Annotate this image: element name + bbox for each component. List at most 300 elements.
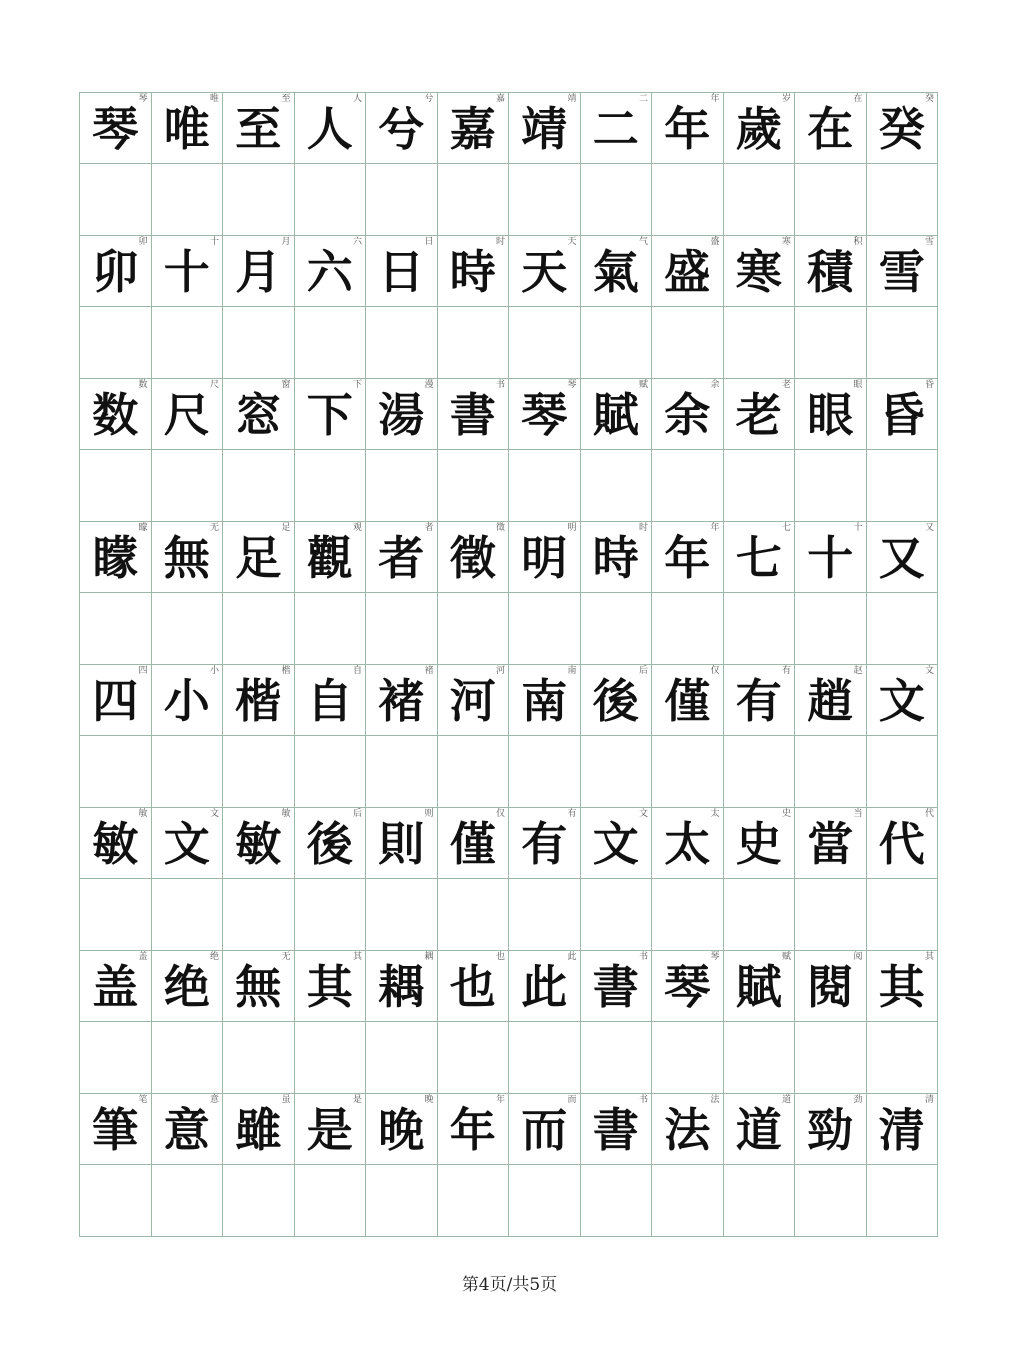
simplified-hint: 无 — [281, 952, 291, 962]
calligraphy-character: 此 — [521, 960, 568, 1014]
practice-cell — [652, 1165, 724, 1237]
practice-cell — [652, 450, 724, 522]
character-cell — [795, 808, 867, 879]
practice-cell — [581, 593, 653, 665]
calligraphy-character: 嘉 — [449, 102, 496, 156]
practice-row — [80, 1165, 938, 1237]
simplified-hint: 寒 — [781, 237, 791, 247]
character-cell — [581, 665, 653, 736]
character-cell — [295, 951, 367, 1022]
simplified-hint: 自 — [352, 666, 362, 676]
practice-cell — [795, 164, 867, 236]
practice-cell — [652, 307, 724, 379]
calligraphy-character: 積 — [807, 245, 854, 299]
character-cell — [438, 665, 510, 736]
practice-cell — [438, 879, 510, 951]
simplified-hint: 昏 — [924, 380, 934, 390]
simplified-hint: 耦 — [424, 952, 434, 962]
character-row — [80, 808, 938, 879]
practice-cell — [366, 307, 438, 379]
practice-cell — [581, 1022, 653, 1094]
calligraphy-character: 意 — [163, 1103, 210, 1157]
simplified-hint: 书 — [495, 380, 505, 390]
calligraphy-character: 其 — [878, 960, 925, 1014]
calligraphy-character: 四 — [92, 674, 139, 728]
practice-cell — [867, 1165, 939, 1237]
character-cell — [366, 665, 438, 736]
character-cell — [509, 379, 581, 450]
calligraphy-character: 賦 — [735, 960, 782, 1014]
simplified-hint: 眼 — [853, 380, 863, 390]
simplified-hint: 琴 — [710, 952, 720, 962]
character-cell — [652, 1094, 724, 1165]
simplified-hint: 卯 — [138, 237, 148, 247]
character-cell — [509, 1094, 581, 1165]
calligraphy-character: 盖 — [92, 960, 139, 1014]
character-cell — [867, 808, 939, 879]
simplified-hint: 七 — [781, 523, 791, 533]
character-cell — [152, 808, 224, 879]
calligraphy-character: 文 — [592, 817, 639, 871]
character-cell — [152, 236, 224, 307]
simplified-hint: 阅 — [853, 952, 863, 962]
calligraphy-character: 靖 — [521, 102, 568, 156]
character-cell — [724, 665, 796, 736]
practice-cell — [867, 879, 939, 951]
simplified-hint: 无 — [209, 523, 219, 533]
simplified-hint: 气 — [638, 237, 648, 247]
practice-row — [80, 307, 938, 379]
calligraphy-character: 是 — [306, 1103, 353, 1157]
practice-cell — [223, 450, 295, 522]
character-cell — [366, 93, 438, 164]
character-cell — [80, 1094, 152, 1165]
practice-cell — [867, 307, 939, 379]
calligraphy-character: 南 — [521, 674, 568, 728]
practice-cell — [295, 593, 367, 665]
practice-cell — [652, 736, 724, 808]
practice-row — [80, 736, 938, 808]
calligraphy-character: 有 — [735, 674, 782, 728]
calligraphy-character: 勁 — [807, 1103, 854, 1157]
simplified-hint: 漫 — [424, 380, 434, 390]
simplified-hint: 在 — [853, 94, 863, 104]
character-cell — [509, 808, 581, 879]
practice-cell — [581, 307, 653, 379]
practice-cell — [509, 164, 581, 236]
calligraphy-character: 無 — [235, 960, 282, 1014]
simplified-hint: 观 — [352, 523, 362, 533]
simplified-hint: 敏 — [281, 809, 291, 819]
practice-row — [80, 593, 938, 665]
practice-cell — [509, 450, 581, 522]
character-cell — [652, 379, 724, 450]
practice-cell — [724, 879, 796, 951]
simplified-hint: 唯 — [209, 94, 219, 104]
character-cell — [581, 1094, 653, 1165]
character-cell — [295, 808, 367, 879]
character-cell — [652, 808, 724, 879]
simplified-hint: 六 — [352, 237, 362, 247]
character-cell — [80, 522, 152, 593]
character-cell — [223, 665, 295, 736]
calligraphy-character: 者 — [378, 531, 425, 585]
character-cell — [438, 522, 510, 593]
practice-cell — [724, 307, 796, 379]
calligraphy-character: 年 — [449, 1103, 496, 1157]
calligraphy-character: 晚 — [378, 1103, 425, 1157]
character-cell — [295, 93, 367, 164]
simplified-hint: 余 — [710, 380, 720, 390]
character-cell — [795, 951, 867, 1022]
practice-cell — [652, 593, 724, 665]
calligraphy-character: 自 — [306, 674, 353, 728]
calligraphy-character: 也 — [449, 960, 496, 1014]
calligraphy-character: 則 — [378, 817, 425, 871]
practice-cell — [581, 1165, 653, 1237]
practice-cell — [438, 736, 510, 808]
calligraphy-character: 河 — [449, 674, 496, 728]
practice-cell — [152, 736, 224, 808]
practice-row — [80, 1022, 938, 1094]
simplified-hint: 其 — [924, 952, 934, 962]
practice-cell — [366, 593, 438, 665]
calligraphy-character: 余 — [664, 388, 711, 442]
character-cell — [223, 951, 295, 1022]
character-cell — [152, 1094, 224, 1165]
practice-cell — [509, 879, 581, 951]
character-cell — [223, 808, 295, 879]
calligraphy-character: 湯 — [378, 388, 425, 442]
character-cell — [652, 93, 724, 164]
simplified-hint: 二 — [638, 94, 648, 104]
practice-cell — [80, 593, 152, 665]
simplified-hint: 虽 — [281, 1095, 291, 1105]
simplified-hint: 绝 — [209, 952, 219, 962]
calligraphy-character: 琴 — [521, 388, 568, 442]
calligraphy-character: 敏 — [92, 817, 139, 871]
practice-row — [80, 879, 938, 951]
practice-grid-sheet — [79, 92, 938, 1237]
practice-cell — [152, 1165, 224, 1237]
simplified-hint: 积 — [853, 237, 863, 247]
simplified-hint: 劲 — [853, 1095, 863, 1105]
character-cell — [724, 1094, 796, 1165]
practice-cell — [581, 736, 653, 808]
practice-cell — [438, 450, 510, 522]
calligraphy-character: 琴 — [664, 960, 711, 1014]
calligraphy-character: 人 — [306, 102, 353, 156]
simplified-hint: 太 — [710, 809, 720, 819]
practice-cell — [366, 164, 438, 236]
character-cell — [581, 951, 653, 1022]
practice-cell — [80, 450, 152, 522]
character-cell — [80, 93, 152, 164]
calligraphy-character: 月 — [235, 245, 282, 299]
character-cell — [724, 808, 796, 879]
character-cell — [295, 1094, 367, 1165]
calligraphy-character: 耦 — [378, 960, 425, 1014]
calligraphy-character: 癸 — [878, 102, 925, 156]
calligraphy-character: 年 — [664, 102, 711, 156]
simplified-hint: 尺 — [209, 380, 219, 390]
practice-cell — [652, 164, 724, 236]
calligraphy-character: 文 — [163, 817, 210, 871]
character-cell — [724, 379, 796, 450]
practice-cell — [295, 879, 367, 951]
simplified-hint: 赵 — [853, 666, 863, 676]
practice-cell — [724, 450, 796, 522]
character-cell — [652, 236, 724, 307]
character-cell — [366, 379, 438, 450]
practice-cell — [366, 879, 438, 951]
practice-cell — [867, 450, 939, 522]
practice-cell — [295, 450, 367, 522]
calligraphy-character: 法 — [664, 1103, 711, 1157]
character-row — [80, 1094, 938, 1165]
character-cell — [152, 379, 224, 450]
practice-cell — [366, 1165, 438, 1237]
calligraphy-character: 年 — [664, 531, 711, 585]
calligraphy-character: 寒 — [735, 245, 782, 299]
practice-cell — [438, 1022, 510, 1094]
simplified-hint: 十 — [853, 523, 863, 533]
calligraphy-character: 觀 — [306, 531, 353, 585]
character-cell — [724, 951, 796, 1022]
calligraphy-character: 十 — [807, 531, 854, 585]
character-cell — [652, 951, 724, 1022]
simplified-hint: 者 — [424, 523, 434, 533]
calligraphy-character: 又 — [878, 531, 925, 585]
practice-cell — [509, 593, 581, 665]
character-cell — [438, 808, 510, 879]
calligraphy-character: 天 — [521, 245, 568, 299]
simplified-hint: 明 — [567, 523, 577, 533]
character-cell — [795, 236, 867, 307]
practice-cell — [795, 307, 867, 379]
practice-row — [80, 450, 938, 522]
simplified-hint: 时 — [495, 237, 505, 247]
character-cell — [581, 522, 653, 593]
practice-cell — [295, 164, 367, 236]
practice-cell — [152, 593, 224, 665]
practice-cell — [509, 736, 581, 808]
character-row — [80, 236, 938, 307]
character-cell — [366, 1094, 438, 1165]
calligraphy-character: 唯 — [163, 102, 210, 156]
simplified-hint: 年 — [710, 94, 720, 104]
calligraphy-character: 数 — [92, 388, 139, 442]
simplified-hint: 褚 — [424, 666, 434, 676]
character-cell — [581, 236, 653, 307]
practice-cell — [366, 450, 438, 522]
character-cell — [867, 522, 939, 593]
calligraphy-character: 小 — [163, 674, 210, 728]
character-cell — [223, 236, 295, 307]
character-cell — [223, 522, 295, 593]
calligraphy-character: 時 — [592, 531, 639, 585]
practice-cell — [581, 164, 653, 236]
practice-cell — [724, 164, 796, 236]
character-cell — [867, 236, 939, 307]
simplified-hint: 岁 — [781, 94, 791, 104]
character-cell — [438, 1094, 510, 1165]
practice-cell — [795, 736, 867, 808]
simplified-hint: 敏 — [138, 809, 148, 819]
simplified-hint: 文 — [638, 809, 648, 819]
practice-cell — [152, 1022, 224, 1094]
character-cell — [366, 236, 438, 307]
practice-cell — [652, 1022, 724, 1094]
practice-cell — [80, 1022, 152, 1094]
practice-cell — [223, 307, 295, 379]
simplified-hint: 嘉 — [495, 94, 505, 104]
calligraphy-character: 而 — [521, 1103, 568, 1157]
character-cell — [80, 379, 152, 450]
simplified-hint: 仅 — [495, 809, 505, 819]
practice-cell — [366, 1022, 438, 1094]
simplified-hint: 代 — [924, 809, 934, 819]
calligraphy-character: 下 — [306, 388, 353, 442]
calligraphy-character: 七 — [735, 531, 782, 585]
simplified-hint: 此 — [567, 952, 577, 962]
practice-cell — [652, 879, 724, 951]
practice-cell — [295, 1165, 367, 1237]
simplified-hint: 下 — [352, 380, 362, 390]
practice-cell — [80, 307, 152, 379]
character-cell — [438, 379, 510, 450]
character-cell — [223, 379, 295, 450]
calligraphy-character: 眼 — [807, 388, 854, 442]
calligraphy-character: 書 — [592, 960, 639, 1014]
simplified-hint: 足 — [281, 523, 291, 533]
character-cell — [152, 665, 224, 736]
simplified-hint: 盖 — [138, 952, 148, 962]
character-cell — [366, 808, 438, 879]
simplified-hint: 其 — [352, 952, 362, 962]
simplified-hint: 是 — [352, 1095, 362, 1105]
calligraphy-character: 歲 — [735, 102, 782, 156]
character-cell — [509, 236, 581, 307]
character-cell — [867, 93, 939, 164]
simplified-hint: 楷 — [281, 666, 291, 676]
simplified-hint: 文 — [209, 809, 219, 819]
calligraphy-character: 其 — [306, 960, 353, 1014]
practice-cell — [867, 164, 939, 236]
simplified-hint: 癸 — [924, 94, 934, 104]
practice-cell — [223, 1022, 295, 1094]
practice-cell — [795, 450, 867, 522]
calligraphy-character: 日 — [378, 245, 425, 299]
simplified-hint: 四 — [138, 666, 148, 676]
character-cell — [366, 522, 438, 593]
simplified-hint: 小 — [209, 666, 219, 676]
character-cell — [509, 522, 581, 593]
page-number: 第4页/共5页 — [461, 1275, 558, 1295]
character-cell — [509, 93, 581, 164]
calligraphy-character: 有 — [521, 817, 568, 871]
simplified-hint: 天 — [567, 237, 577, 247]
calligraphy-character: 史 — [735, 817, 782, 871]
simplified-hint: 年 — [495, 1095, 505, 1105]
practice-cell — [223, 879, 295, 951]
character-cell — [795, 379, 867, 450]
simplified-hint: 文 — [924, 666, 934, 676]
simplified-hint: 琴 — [138, 94, 148, 104]
character-cell — [295, 236, 367, 307]
practice-cell — [438, 307, 510, 379]
practice-cell — [581, 879, 653, 951]
calligraphy-character: 文 — [878, 674, 925, 728]
practice-cell — [867, 736, 939, 808]
character-cell — [795, 1094, 867, 1165]
character-cell — [152, 951, 224, 1022]
simplified-hint: 意 — [209, 1095, 219, 1105]
character-cell — [152, 522, 224, 593]
practice-cell — [295, 1022, 367, 1094]
simplified-hint: 则 — [424, 809, 434, 819]
character-cell — [509, 665, 581, 736]
calligraphy-character: 矇 — [92, 531, 139, 585]
practice-cell — [795, 879, 867, 951]
simplified-hint: 人 — [352, 94, 362, 104]
character-cell — [795, 93, 867, 164]
calligraphy-character: 後 — [592, 674, 639, 728]
practice-cell — [438, 593, 510, 665]
practice-cell — [724, 1022, 796, 1094]
simplified-hint: 又 — [924, 523, 934, 533]
practice-cell — [867, 1022, 939, 1094]
calligraphy-character: 足 — [235, 531, 282, 585]
character-row — [80, 665, 938, 736]
practice-cell — [152, 879, 224, 951]
character-cell — [509, 951, 581, 1022]
character-cell — [80, 951, 152, 1022]
simplified-hint: 徵 — [495, 523, 505, 533]
calligraphy-character: 窓 — [235, 388, 282, 442]
character-cell — [581, 808, 653, 879]
character-cell — [652, 665, 724, 736]
practice-cell — [80, 164, 152, 236]
simplified-hint: 南 — [567, 666, 577, 676]
calligraphy-character: 氣 — [592, 245, 639, 299]
practice-cell — [724, 736, 796, 808]
character-cell — [366, 951, 438, 1022]
character-cell — [581, 93, 653, 164]
calligraphy-character: 兮 — [378, 102, 425, 156]
practice-cell — [795, 1022, 867, 1094]
calligraphy-character: 時 — [449, 245, 496, 299]
calligraphy-character: 明 — [521, 531, 568, 585]
simplified-hint: 当 — [853, 809, 863, 819]
simplified-hint: 法 — [710, 1095, 720, 1105]
character-cell — [438, 93, 510, 164]
calligraphy-character: 太 — [664, 817, 711, 871]
simplified-hint: 书 — [638, 952, 648, 962]
practice-cell — [152, 307, 224, 379]
calligraphy-character: 褚 — [378, 674, 425, 728]
calligraphy-character: 至 — [235, 102, 282, 156]
calligraphy-character: 後 — [306, 817, 353, 871]
calligraphy-character: 筆 — [92, 1103, 139, 1157]
simplified-hint: 时 — [638, 523, 648, 533]
simplified-hint: 靖 — [567, 94, 577, 104]
practice-cell — [80, 879, 152, 951]
character-cell — [438, 236, 510, 307]
calligraphy-character: 道 — [735, 1103, 782, 1157]
calligraphy-character: 雪 — [878, 245, 925, 299]
calligraphy-character: 卯 — [92, 245, 139, 299]
